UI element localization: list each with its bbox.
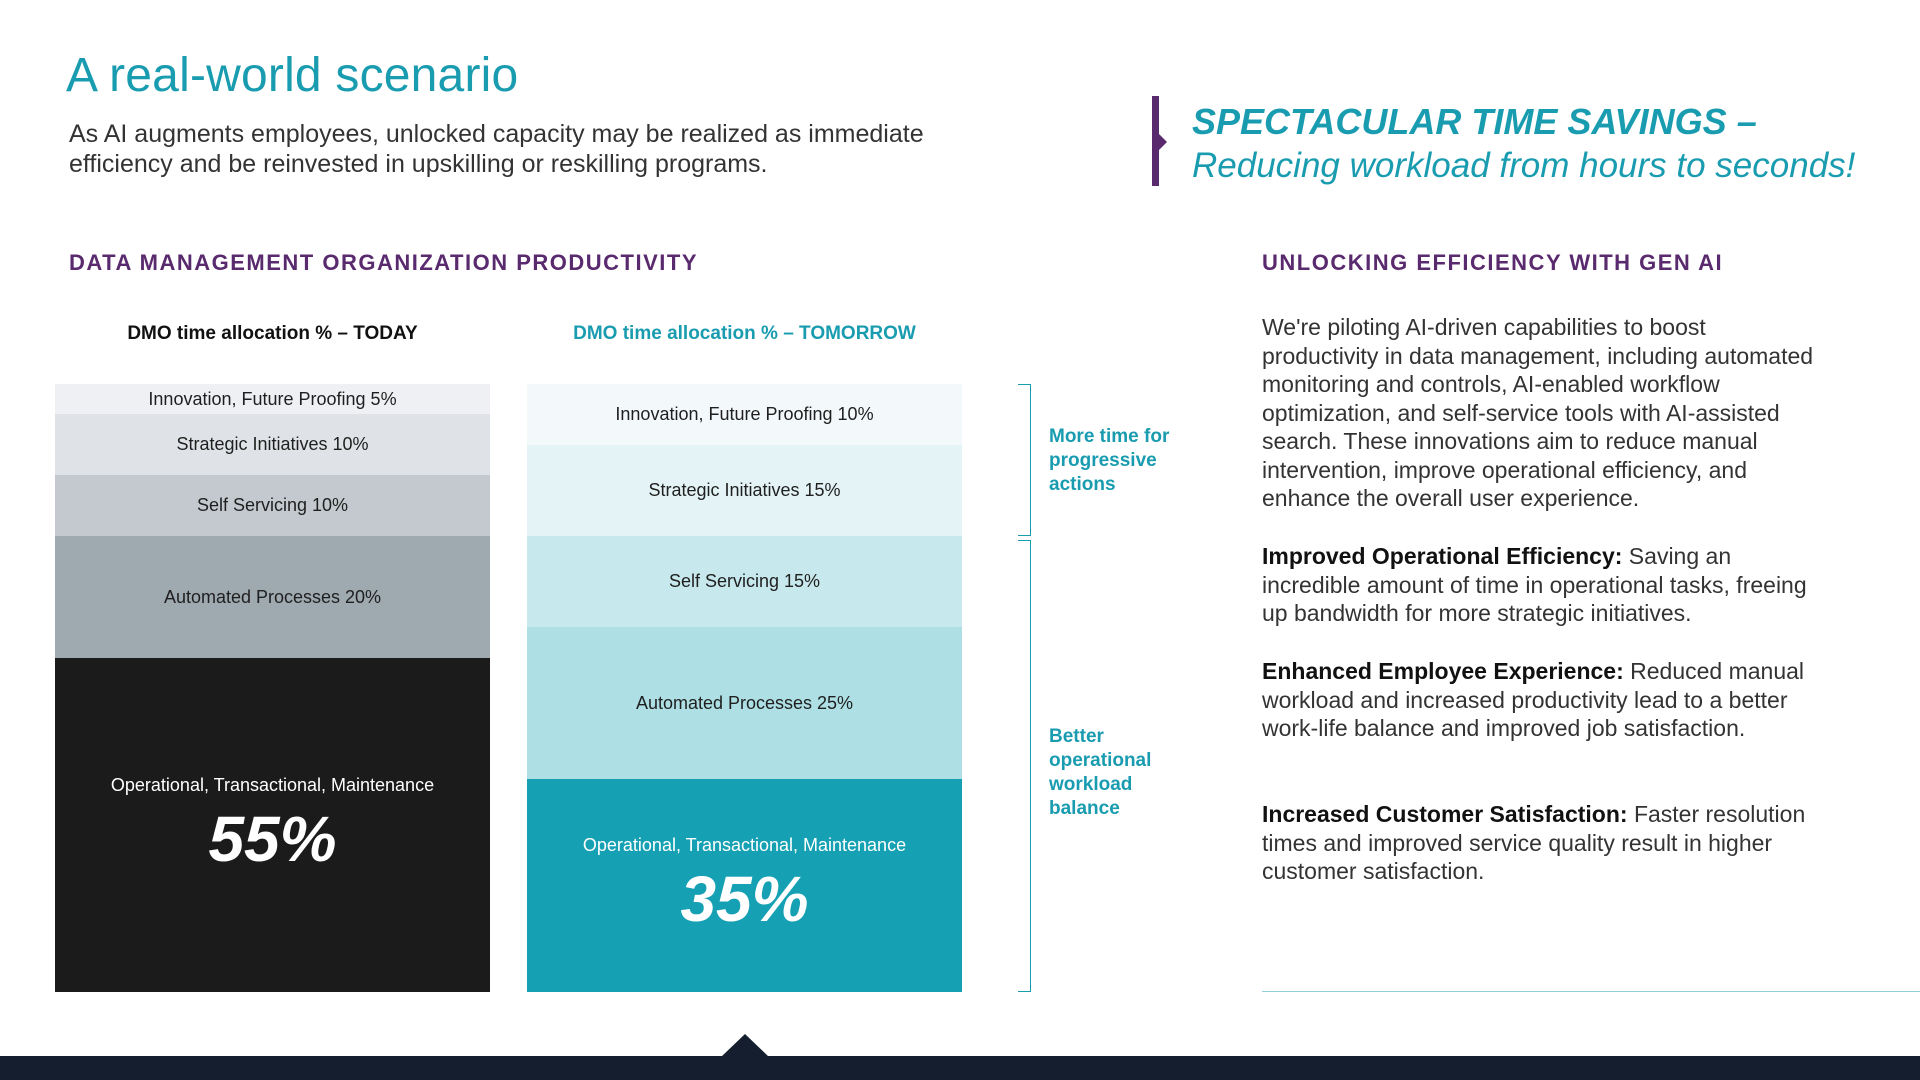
benefit-text: Faster resolution times and improved service quality result in higher customer satisfaction.: [1262, 801, 1806, 884]
benefit-text: Saving an incredible amount of time in operational tasks, freeing up bandwidth for more strategic initiatives.: [1262, 543, 1807, 626]
bar-segment-label: Innovation, Future Proofing 5%: [148, 388, 397, 409]
chart-section-heading: DATA MANAGEMENT ORGANIZATION PRODUCTIVITY: [69, 250, 698, 275]
page-subtitle: As AI augments employees, unlocked capacity may be realized as immediate efficiency and be reinvested in upskilling or reskilling programs.: [69, 120, 924, 178]
callout-notch: [1159, 134, 1167, 150]
bar-segment: [527, 536, 962, 627]
benefit-title: Enhanced Employee Experience:: [1262, 658, 1624, 684]
page-title: A real-world scenario: [66, 49, 519, 102]
today-column-title: DMO time allocation % – TODAY: [127, 323, 418, 344]
footer-band: [0, 1056, 1920, 1080]
benefit-title: Improved Operational Efficiency:: [1262, 543, 1623, 569]
bar-segment: [55, 475, 490, 536]
section-divider: [1262, 991, 1920, 992]
bar-segment: [55, 384, 490, 414]
progressive-actions-bracket: [1018, 384, 1031, 536]
bar-segment: [55, 536, 490, 658]
bar-segment-label: Operational, Transactional, Maintenance: [110, 774, 435, 795]
benefit-item: [1262, 657, 1822, 743]
callout-subheading: Reducing workload from hours to seconds!: [1192, 146, 1856, 185]
benefit-item: [1262, 542, 1822, 628]
bar-segment-label: Strategic Initiatives 15%: [648, 480, 841, 500]
bar-segment-label: Automated Processes 25%: [635, 692, 854, 713]
bar-segment: [527, 779, 962, 992]
bar-segment-label: Self Servicing 15%: [668, 571, 821, 591]
efficiency-section-heading: UNLOCKING EFFICIENCY WITH GEN AI: [1262, 250, 1724, 275]
footer-notch: [721, 1034, 769, 1057]
bar-segment-label: Innovation, Future Proofing 10%: [615, 404, 874, 424]
tomorrow-stacked-bar: [527, 384, 962, 992]
bar-segment: [527, 384, 962, 445]
workload-balance-bracket: [1018, 540, 1031, 992]
bar-segment-value: 55%: [208, 802, 337, 875]
benefit-item: [1262, 800, 1822, 886]
bar-segment: [55, 658, 490, 992]
bar-segment: [527, 627, 962, 779]
workload-balance-label: Better operational workload balance: [1049, 726, 1152, 819]
bar-segment-label: Self Servicing 10%: [196, 495, 349, 515]
today-stacked-bar: [55, 384, 490, 992]
callout-accent-bar: [1152, 96, 1159, 186]
progressive-actions-label: More time for progressive actions: [1049, 426, 1170, 495]
callout-heading: SPECTACULAR TIME SAVINGS –: [1192, 101, 1757, 142]
bar-segment: [55, 414, 490, 475]
tomorrow-column-title: DMO time allocation % – TOMORROW: [573, 323, 916, 344]
bar-segment-label: Operational, Transactional, Maintenance: [582, 835, 907, 855]
bar-segment-label: Strategic Initiatives 10%: [176, 434, 369, 454]
bar-segment-value: 35%: [680, 863, 809, 935]
benefit-title: Increased Customer Satisfaction:: [1262, 801, 1628, 827]
efficiency-intro-paragraph: We're piloting AI-driven capabilities to boost productivity in data management, including automated monitoring and controls, AI-enabled workflow optimization, and self-service tools with AI-assisted search. These innovations aim to reduce manual intervention, improve operational efficiency, and enhance the overall user experience.: [1262, 314, 1814, 511]
benefit-text: Reduced manual workload and increased productivity lead to a better work-life balance and improved job satisfaction.: [1262, 658, 1805, 741]
bar-segment-label: Automated Processes 20%: [163, 586, 382, 607]
bar-segment: [527, 445, 962, 536]
